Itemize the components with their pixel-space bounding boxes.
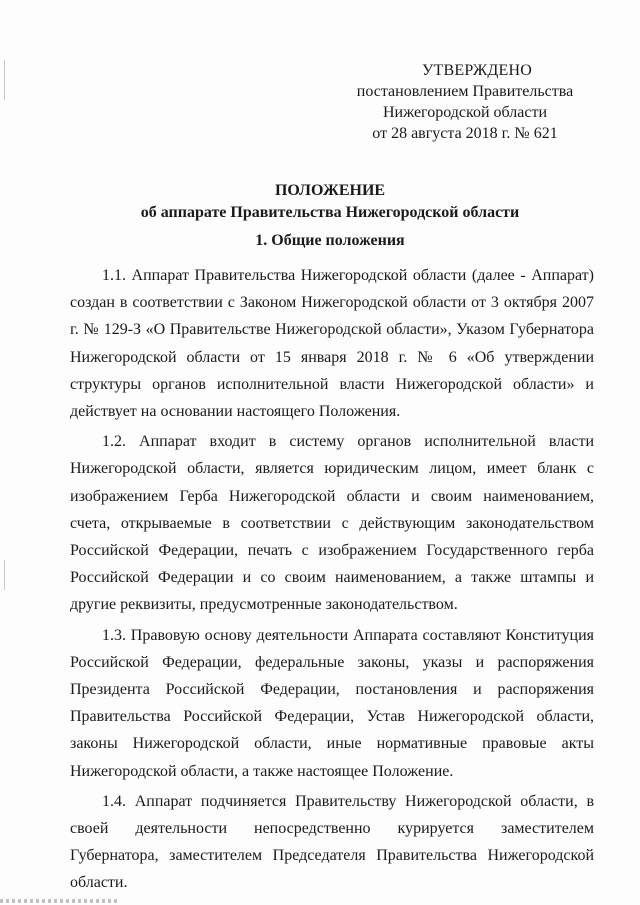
- document-title-block: [60, 180, 600, 224]
- scan-margin-mark: [4, 560, 5, 590]
- approval-heading: УТВЕРЖДЕНО: [421, 62, 532, 79]
- document-title: ПОЛОЖЕНИЕ: [274, 182, 386, 199]
- scan-margin-mark: [4, 60, 5, 100]
- paragraph-1-1: 1.1. Аппарат Правительства Нижегородской области (далее - Аппарат) создан в соответствии с Законом Нижегородской области от 3 октября 2007 г. № 129-З «О Правительстве Нижегородской области», Указом Губернатора Нижегородской области от 15 января 2018 г. № 6 «Об утверждении структуры органов исполнительной власти Нижегородской области» и действует на основании настоящего Положения.: [70, 267, 594, 421]
- approval-line: постановлением Правительства: [356, 83, 574, 100]
- scan-artifact: [0, 899, 120, 903]
- approval-date-line: от 28 августа 2018 г. № 621: [372, 125, 558, 142]
- document-subtitle: об аппарате Правительства Нижегородской области: [140, 204, 520, 221]
- approval-stamp: [340, 60, 590, 144]
- section-heading: 1. Общие положения: [255, 232, 405, 249]
- paragraph-1-2: 1.2. Аппарат входит в систему органов исполнительной власти Нижегородской области, является юридическим лицом, имеет бланк с изображением Герба Нижегородской области и своим наименованием, счета, открываемые в соответствии с действующим законодательством Российской Федерации, печать с изображением Государственного герба Российской Федерации и со своим наименованием, а также штампы и другие реквизиты, предусмотренные законодательством.: [70, 433, 594, 614]
- paragraph-1-4: 1.4. Аппарат подчиняется Правительству Нижегородской области, в своей деятельности непосредственно курируется заместителем Губернатора, заместителем Председателя Правительства Нижегородской области.: [70, 792, 594, 892]
- approval-line: Нижегородской области: [382, 104, 547, 121]
- paragraph-1-3: 1.3. Правовую основу деятельности Аппарата составляют Конституция Российской Федерации, федеральные законы, указы и распоряжения Президента Российской Федерации, постановления и распоряжения Правительства Российской Федерации, Устав Нижегородской области, законы Нижегородской области, иные нормативные правовые акты Нижегородской области, а также настоящее Положение.: [70, 626, 594, 780]
- document-body: [70, 262, 594, 900]
